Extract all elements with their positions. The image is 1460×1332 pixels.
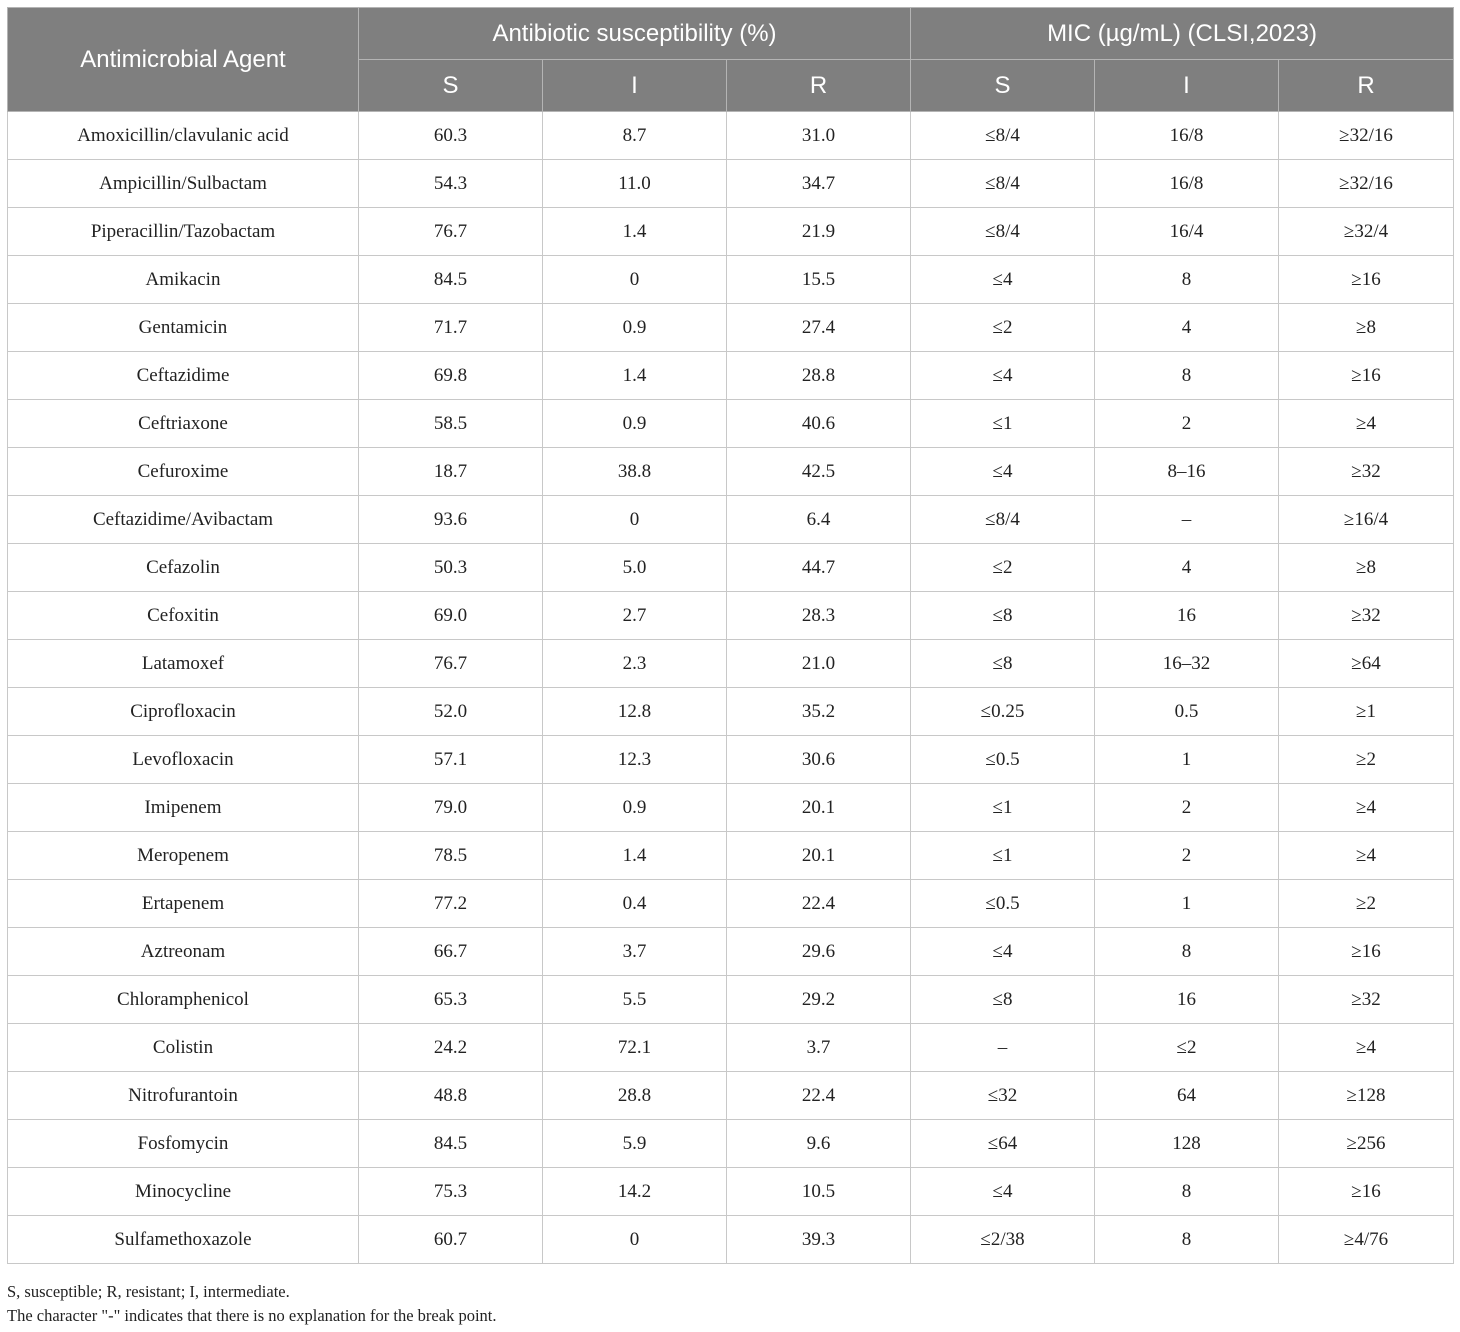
header-mic-s: S [911,60,1095,112]
cell-susceptibility-i: 0 [543,256,727,304]
cell-susceptibility-r: 6.4 [727,496,911,544]
cell-mic-s: ≤8 [911,976,1095,1024]
table-row [8,208,1454,256]
cell-susceptibility-r: 10.5 [727,1168,911,1216]
cell-susceptibility-i: 38.8 [543,448,727,496]
cell-susceptibility-s: 50.3 [359,544,543,592]
cell-susceptibility-s: 52.0 [359,688,543,736]
table-row [8,352,1454,400]
cell-susceptibility-r: 31.0 [727,112,911,160]
cell-susceptibility-s: 77.2 [359,880,543,928]
cell-susceptibility-r: 20.1 [727,784,911,832]
header-susceptibility-r: R [727,60,911,112]
cell-susceptibility-s: 84.5 [359,1120,543,1168]
cell-susceptibility-s: 69.8 [359,352,543,400]
cell-susceptibility-s: 66.7 [359,928,543,976]
cell-susceptibility-s: 79.0 [359,784,543,832]
cell-agent: Cefoxitin [8,592,359,640]
cell-susceptibility-i: 12.3 [543,736,727,784]
header-mic: MIC (µg/mL) (CLSI,2023) [911,8,1454,60]
cell-agent: Nitrofurantoin [8,1072,359,1120]
cell-mic-s: ≤4 [911,1168,1095,1216]
cell-mic-s: ≤2 [911,544,1095,592]
cell-mic-i: 64 [1095,1072,1279,1120]
cell-agent: Imipenem [8,784,359,832]
cell-susceptibility-i: 11.0 [543,160,727,208]
cell-susceptibility-i: 72.1 [543,1024,727,1072]
cell-susceptibility-r: 28.3 [727,592,911,640]
table-row [8,400,1454,448]
table-body [8,112,1454,1264]
cell-mic-r: ≥4 [1279,832,1454,880]
cell-susceptibility-r: 42.5 [727,448,911,496]
cell-agent: Ceftriaxone [8,400,359,448]
cell-susceptibility-r: 22.4 [727,880,911,928]
cell-agent: Sulfamethoxazole [8,1216,359,1264]
header-susceptibility-s: S [359,60,543,112]
cell-susceptibility-s: 57.1 [359,736,543,784]
cell-susceptibility-i: 0.9 [543,304,727,352]
cell-mic-r: ≥256 [1279,1120,1454,1168]
cell-mic-s: ≤2/38 [911,1216,1095,1264]
cell-susceptibility-i: 28.8 [543,1072,727,1120]
cell-mic-s: ≤8/4 [911,208,1095,256]
cell-susceptibility-s: 54.3 [359,160,543,208]
cell-susceptibility-i: 0.4 [543,880,727,928]
cell-mic-r: ≥8 [1279,304,1454,352]
cell-mic-s: ≤32 [911,1072,1095,1120]
cell-susceptibility-s: 93.6 [359,496,543,544]
cell-mic-i: 8 [1095,1216,1279,1264]
cell-susceptibility-r: 44.7 [727,544,911,592]
cell-susceptibility-r: 3.7 [727,1024,911,1072]
cell-agent: Piperacillin/Tazobactam [8,208,359,256]
header-mic-r: R [1279,60,1454,112]
cell-mic-s: ≤4 [911,448,1095,496]
cell-mic-r: ≥64 [1279,640,1454,688]
cell-susceptibility-s: 60.7 [359,1216,543,1264]
cell-susceptibility-s: 48.8 [359,1072,543,1120]
cell-susceptibility-r: 21.9 [727,208,911,256]
cell-susceptibility-r: 22.4 [727,1072,911,1120]
cell-mic-s: ≤8 [911,592,1095,640]
cell-susceptibility-r: 30.6 [727,736,911,784]
header-susceptibility-i: I [543,60,727,112]
cell-susceptibility-r: 29.2 [727,976,911,1024]
cell-mic-r: ≥32/4 [1279,208,1454,256]
cell-susceptibility-i: 2.3 [543,640,727,688]
table-footnotes [7,1280,496,1328]
cell-susceptibility-i: 1.4 [543,208,727,256]
cell-susceptibility-i: 0.9 [543,400,727,448]
table-row [8,544,1454,592]
table-row [8,1072,1454,1120]
cell-mic-i: 0.5 [1095,688,1279,736]
table-row [8,304,1454,352]
cell-mic-i: 16–32 [1095,640,1279,688]
cell-susceptibility-s: 60.3 [359,112,543,160]
cell-mic-s: ≤1 [911,832,1095,880]
cell-agent: Meropenem [8,832,359,880]
table-row [8,880,1454,928]
cell-susceptibility-s: 76.7 [359,640,543,688]
cell-mic-r: ≥32 [1279,448,1454,496]
table-row [8,592,1454,640]
cell-mic-i: – [1095,496,1279,544]
cell-agent: Ceftazidime [8,352,359,400]
cell-susceptibility-r: 9.6 [727,1120,911,1168]
cell-susceptibility-i: 5.9 [543,1120,727,1168]
cell-mic-s: ≤0.25 [911,688,1095,736]
cell-susceptibility-s: 71.7 [359,304,543,352]
cell-susceptibility-r: 20.1 [727,832,911,880]
cell-susceptibility-s: 18.7 [359,448,543,496]
cell-agent: Latamoxef [8,640,359,688]
cell-mic-i: 8 [1095,256,1279,304]
cell-agent: Fosfomycin [8,1120,359,1168]
cell-mic-r: ≥4 [1279,400,1454,448]
cell-susceptibility-r: 29.6 [727,928,911,976]
cell-agent: Ampicillin/Sulbactam [8,160,359,208]
cell-susceptibility-r: 39.3 [727,1216,911,1264]
cell-mic-i: 128 [1095,1120,1279,1168]
cell-mic-r: ≥4 [1279,1024,1454,1072]
cell-susceptibility-i: 1.4 [543,352,727,400]
cell-agent: Cefazolin [8,544,359,592]
table-row [8,832,1454,880]
table-row [8,688,1454,736]
table-row [8,496,1454,544]
cell-mic-i: 4 [1095,544,1279,592]
cell-susceptibility-i: 12.8 [543,688,727,736]
cell-mic-r: ≥4 [1279,784,1454,832]
table-row [8,1120,1454,1168]
cell-susceptibility-s: 24.2 [359,1024,543,1072]
table-row [8,1024,1454,1072]
cell-susceptibility-s: 69.0 [359,592,543,640]
cell-mic-s: ≤8/4 [911,112,1095,160]
cell-mic-i: 16/4 [1095,208,1279,256]
cell-mic-i: 8 [1095,352,1279,400]
cell-agent: Chloramphenicol [8,976,359,1024]
cell-mic-s: ≤0.5 [911,736,1095,784]
table-row [8,448,1454,496]
cell-mic-i: 8 [1095,1168,1279,1216]
cell-susceptibility-i: 5.5 [543,976,727,1024]
cell-susceptibility-s: 65.3 [359,976,543,1024]
table-row [8,160,1454,208]
cell-mic-i: 2 [1095,832,1279,880]
cell-susceptibility-r: 28.8 [727,352,911,400]
cell-susceptibility-i: 1.4 [543,832,727,880]
cell-mic-r: ≥32/16 [1279,112,1454,160]
cell-agent: Ertapenem [8,880,359,928]
table-row [8,928,1454,976]
header-mic-i: I [1095,60,1279,112]
cell-susceptibility-r: 15.5 [727,256,911,304]
cell-mic-s: ≤8/4 [911,496,1095,544]
cell-agent: Aztreonam [8,928,359,976]
cell-susceptibility-s: 78.5 [359,832,543,880]
cell-mic-i: 16/8 [1095,112,1279,160]
cell-mic-r: ≥16 [1279,352,1454,400]
cell-mic-r: ≥8 [1279,544,1454,592]
footnote-dash-explanation: The character "-" indicates that there is no explanation for the break point. [7,1306,497,1325]
cell-susceptibility-r: 27.4 [727,304,911,352]
cell-susceptibility-s: 76.7 [359,208,543,256]
cell-mic-i: 16 [1095,592,1279,640]
cell-mic-s: ≤1 [911,784,1095,832]
cell-susceptibility-i: 3.7 [543,928,727,976]
cell-agent: Amikacin [8,256,359,304]
table-row [8,736,1454,784]
cell-mic-i: 8 [1095,928,1279,976]
cell-mic-i: ≤2 [1095,1024,1279,1072]
cell-susceptibility-i: 0.9 [543,784,727,832]
cell-susceptibility-r: 40.6 [727,400,911,448]
cell-mic-s: ≤0.5 [911,880,1095,928]
cell-susceptibility-i: 0 [543,1216,727,1264]
cell-agent: Colistin [8,1024,359,1072]
cell-susceptibility-r: 21.0 [727,640,911,688]
cell-agent: Ceftazidime/Avibactam [8,496,359,544]
table-row [8,976,1454,1024]
cell-mic-r: ≥2 [1279,736,1454,784]
cell-mic-i: 2 [1095,400,1279,448]
cell-mic-s: ≤8/4 [911,160,1095,208]
cell-mic-i: 16 [1095,976,1279,1024]
cell-mic-i: 1 [1095,880,1279,928]
cell-mic-r: ≥1 [1279,688,1454,736]
cell-mic-i: 2 [1095,784,1279,832]
cell-mic-r: ≥4/76 [1279,1216,1454,1264]
cell-mic-s: ≤8 [911,640,1095,688]
cell-susceptibility-r: 35.2 [727,688,911,736]
cell-agent: Gentamicin [8,304,359,352]
footnote-abbreviations: S, susceptible; R, resistant; I, intermediate. [7,1282,290,1301]
cell-susceptibility-r: 34.7 [727,160,911,208]
cell-susceptibility-s: 58.5 [359,400,543,448]
cell-mic-r: ≥16 [1279,1168,1454,1216]
cell-susceptibility-s: 75.3 [359,1168,543,1216]
cell-mic-r: ≥32 [1279,592,1454,640]
table-row [8,1216,1454,1264]
cell-mic-r: ≥16 [1279,256,1454,304]
cell-susceptibility-i: 5.0 [543,544,727,592]
cell-mic-i: 16/8 [1095,160,1279,208]
cell-agent: Minocycline [8,1168,359,1216]
cell-mic-r: ≥2 [1279,880,1454,928]
cell-mic-i: 1 [1095,736,1279,784]
susceptibility-table-container [7,7,1453,1264]
cell-mic-s: ≤4 [911,256,1095,304]
cell-mic-s: ≤4 [911,352,1095,400]
cell-mic-r: ≥128 [1279,1072,1454,1120]
table-row [8,112,1454,160]
table-row [8,640,1454,688]
cell-mic-i: 4 [1095,304,1279,352]
cell-mic-s: ≤1 [911,400,1095,448]
cell-susceptibility-i: 0 [543,496,727,544]
cell-agent: Amoxicillin/clavulanic acid [8,112,359,160]
header-antibiotic-susceptibility: Antibiotic susceptibility (%) [359,8,911,60]
cell-mic-i: 8–16 [1095,448,1279,496]
cell-susceptibility-s: 84.5 [359,256,543,304]
cell-agent: Ciprofloxacin [8,688,359,736]
cell-susceptibility-i: 2.7 [543,592,727,640]
cell-mic-s: ≤64 [911,1120,1095,1168]
cell-mic-s: ≤2 [911,304,1095,352]
table-row [8,784,1454,832]
table-header [8,8,1454,112]
cell-susceptibility-i: 14.2 [543,1168,727,1216]
cell-mic-r: ≥32/16 [1279,160,1454,208]
cell-susceptibility-i: 8.7 [543,112,727,160]
cell-mic-r: ≥16 [1279,928,1454,976]
cell-mic-s: ≤4 [911,928,1095,976]
table-row [8,256,1454,304]
cell-agent: Cefuroxime [8,448,359,496]
cell-mic-s: – [911,1024,1095,1072]
header-antimicrobial-agent: Antimicrobial Agent [8,8,359,112]
table-row [8,1168,1454,1216]
cell-agent: Levofloxacin [8,736,359,784]
susceptibility-table [7,7,1454,1264]
cell-mic-r: ≥32 [1279,976,1454,1024]
cell-mic-r: ≥16/4 [1279,496,1454,544]
